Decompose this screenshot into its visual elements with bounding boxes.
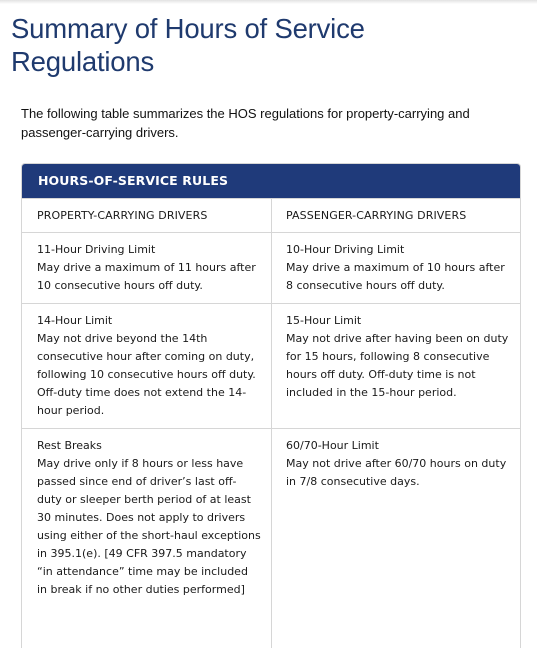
rule-text: May not drive beyond the 14th consecutive hour after coming on duty, following 10 consecutive hours off duty. Off-duty time does not extend the 14-hour period.	[37, 332, 256, 417]
table-cell	[271, 304, 520, 428]
table-cell	[271, 429, 520, 648]
column-header-passenger: PASSENGER-CARRYING DRIVERS	[271, 199, 520, 232]
table-cell	[22, 233, 271, 303]
top-shadow	[0, 0, 537, 4]
column-header-property: PROPERTY-CARRYING DRIVERS	[37, 209, 208, 222]
rule-text: May drive a maximum of 11 hours after 10 consecutive hours off duty.	[37, 261, 256, 292]
intro-paragraph: The following table summarizes the HOS regulations for property-carrying and passenger-carrying drivers.	[21, 106, 470, 140]
table-row	[22, 232, 520, 303]
table-header: HOURS-OF-SERVICE RULES	[22, 164, 520, 198]
rule-title: Rest Breaks	[37, 439, 102, 452]
table-cell	[22, 429, 271, 648]
table-row	[22, 428, 520, 648]
rule-title: 60/70-Hour Limit	[286, 439, 379, 452]
rule-title: 14-Hour Limit	[37, 314, 113, 327]
rule-text: May drive only if 8 hours or less have passed since end of driver’s last off-duty or sleeper berth period of at least 30 minutes. Does not apply to drivers using either of the short-haul exceptions in 395.1(e). [49 CFR 397.5 mandatory “in attendance” time may be included in break if no other duties performed]	[37, 457, 261, 596]
rule-text: May not drive after 60/70 hours on duty in 7/8 consecutive days.	[286, 457, 507, 488]
table-cell	[271, 233, 520, 303]
rule-title: 11-Hour Driving Limit	[37, 243, 156, 256]
hos-rules-table	[21, 163, 521, 648]
table-row	[22, 303, 520, 428]
rule-title: 10-Hour Driving Limit	[286, 243, 405, 256]
table-cell	[22, 304, 271, 428]
column-header-row	[22, 198, 520, 232]
rule-title: 15-Hour Limit	[286, 314, 362, 327]
rule-text: May drive a maximum of 10 hours after 8 consecutive hours off duty.	[286, 261, 505, 292]
page-title: Summary of Hours of Service Regulations	[11, 13, 365, 77]
rule-text: May not drive after having been on duty for 15 hours, following 8 consecutive hours off duty. Off-duty time is not included in the 15-hour period.	[286, 332, 509, 399]
